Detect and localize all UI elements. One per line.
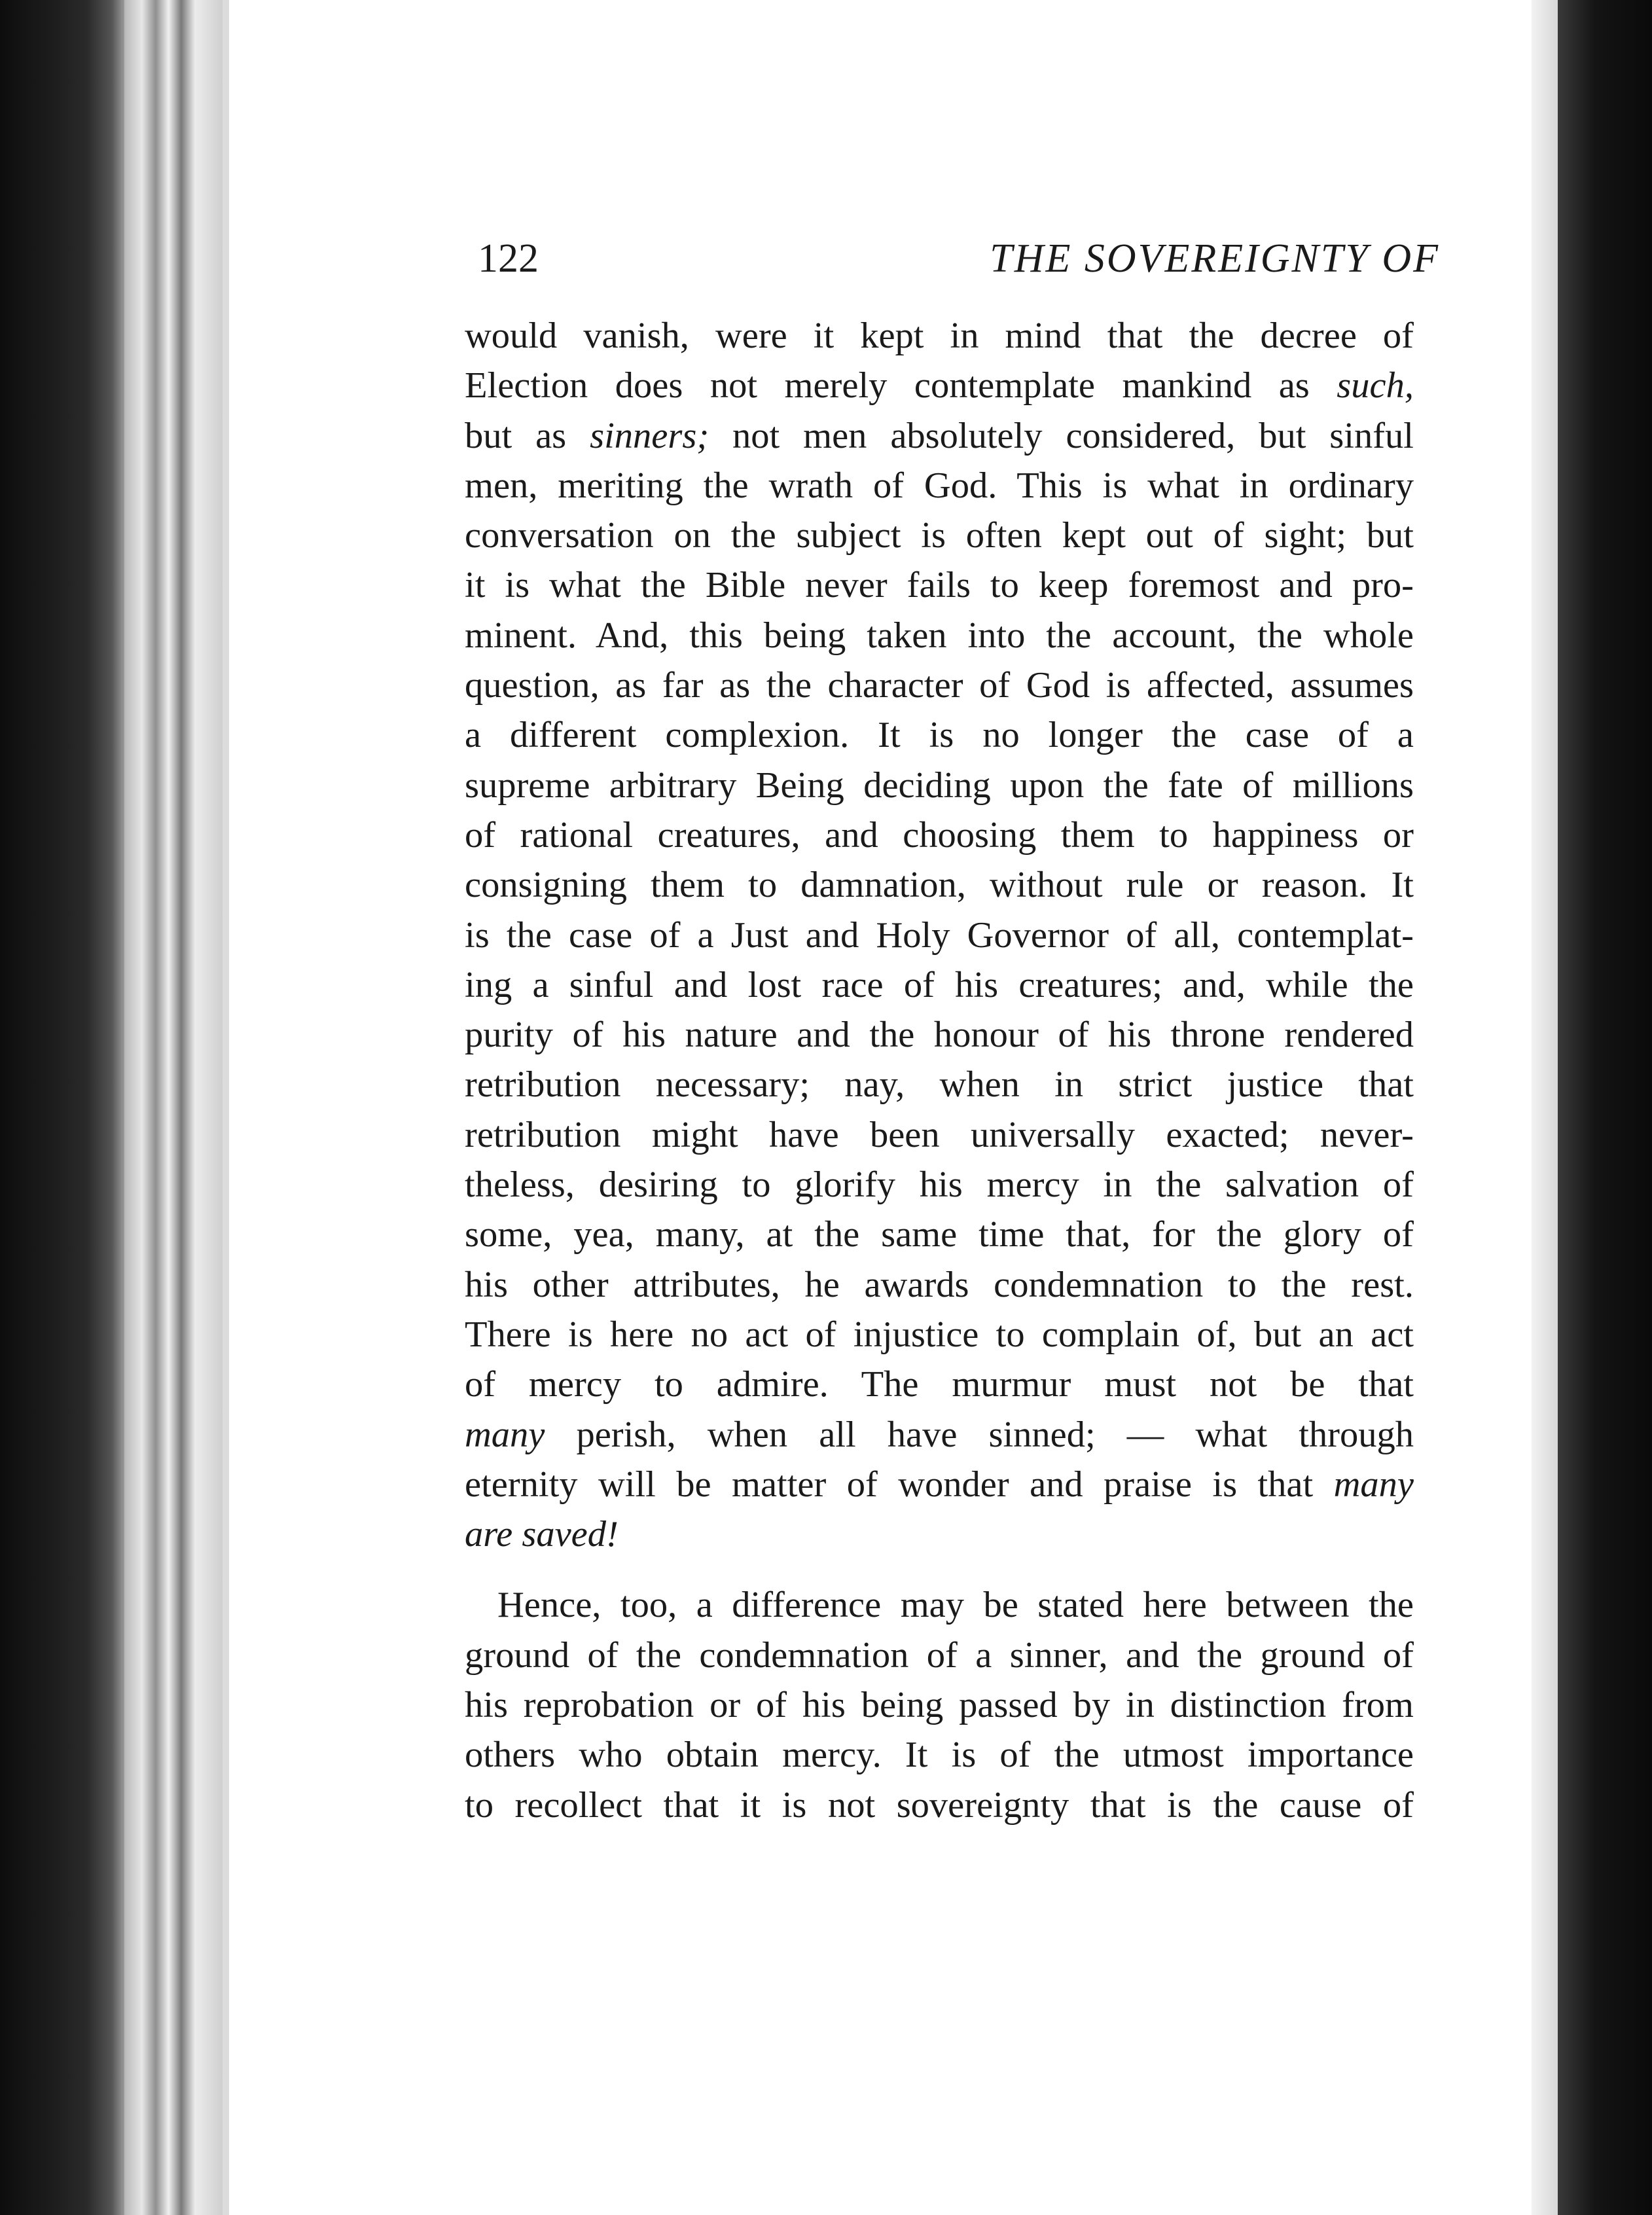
text-line: a different complexion. It is no longer the case of a xyxy=(465,715,1414,756)
paragraph-2 xyxy=(465,1580,1414,1829)
text-line: is the case of a Just and Holy Governor of all, contemplat- xyxy=(465,914,1414,956)
page-shadow-right xyxy=(1532,0,1558,2215)
text-line: would vanish, were it kept in mind that the decree of xyxy=(465,315,1414,356)
text-line: to recollect that it is not sovereignty that is the cause of xyxy=(465,1784,1414,1826)
running-head-title: THE SOVEREIGNTY OF xyxy=(990,236,1440,281)
italic-text: sinners; xyxy=(590,415,709,456)
text-line: retribution might have been universally exacted; never- xyxy=(465,1114,1414,1155)
text-line: many perish, when all have sinned; — what through xyxy=(465,1414,1414,1455)
italic-text: many xyxy=(465,1414,545,1455)
text-line: it is what the Bible never fails to keep foremost and pro- xyxy=(465,565,1414,606)
text-line: Hence, too, a difference may be stated here between the xyxy=(497,1585,1414,1626)
text-line: There is here no act of injustice to complain of, but an act xyxy=(465,1314,1414,1355)
text-line: others who obtain mercy. It is of the utmost importance xyxy=(465,1735,1414,1776)
text-line: but as sinners; not men absolutely considered, but sinful xyxy=(465,415,1414,456)
text-line: consigning them to damnation, without rule or reason. It xyxy=(465,865,1414,906)
book-edge-left xyxy=(0,0,124,2215)
text-line: theless, desiring to glorify his mercy in the salvation of xyxy=(465,1164,1414,1206)
text-line: ground of the condemnation of a sinner, and the ground of xyxy=(465,1634,1414,1676)
page-stack-left xyxy=(124,0,223,2215)
text-line: purity of his nature and the honour of his throne rendered xyxy=(465,1015,1414,1056)
italic-text: many xyxy=(1333,1464,1414,1505)
body-text xyxy=(465,311,1414,1830)
italic-text: such, xyxy=(1337,365,1414,406)
text-line: his reprobation or of his being passed by in distinction from xyxy=(465,1685,1414,1726)
page-number: 122 xyxy=(478,236,539,281)
text-line: ing a sinful and lost race of his creatures; and, while the xyxy=(465,964,1414,1005)
page-gutter xyxy=(223,0,229,2215)
book-page xyxy=(229,0,1532,2215)
paragraph-1 xyxy=(465,311,1414,1559)
book-edge-right xyxy=(1558,0,1652,2215)
text-line: supreme arbitrary Being deciding upon the fate of millions xyxy=(465,765,1414,806)
text-line xyxy=(465,1509,1414,1559)
text-line: his other attributes, he awards condemnation to the rest. xyxy=(465,1264,1414,1305)
italic-text: are saved! xyxy=(465,1514,619,1555)
text-line: conversation on the subject is often kept out of sight; but xyxy=(465,515,1414,556)
text-line: question, as far as the character of God is affected, assumes xyxy=(465,665,1414,706)
text-line: Election does not merely contemplate mankind as such, xyxy=(465,365,1414,406)
text-line: eternity will be matter of wonder and praise is that many xyxy=(465,1464,1414,1505)
text-line: men, meriting the wrath of God. This is what in ordinary xyxy=(465,465,1414,506)
text-line: of rational creatures, and choosing them to happiness or xyxy=(465,814,1414,855)
text-line: some, yea, many, at the same time that, for the glory of xyxy=(465,1214,1414,1255)
text-line: of mercy to admire. The murmur must not be that xyxy=(465,1364,1414,1405)
running-head xyxy=(478,229,1440,288)
text-line: retribution necessary; nay, when in strict justice that xyxy=(465,1064,1414,1106)
text-line: minent. And, this being taken into the account, the whole xyxy=(465,615,1414,656)
